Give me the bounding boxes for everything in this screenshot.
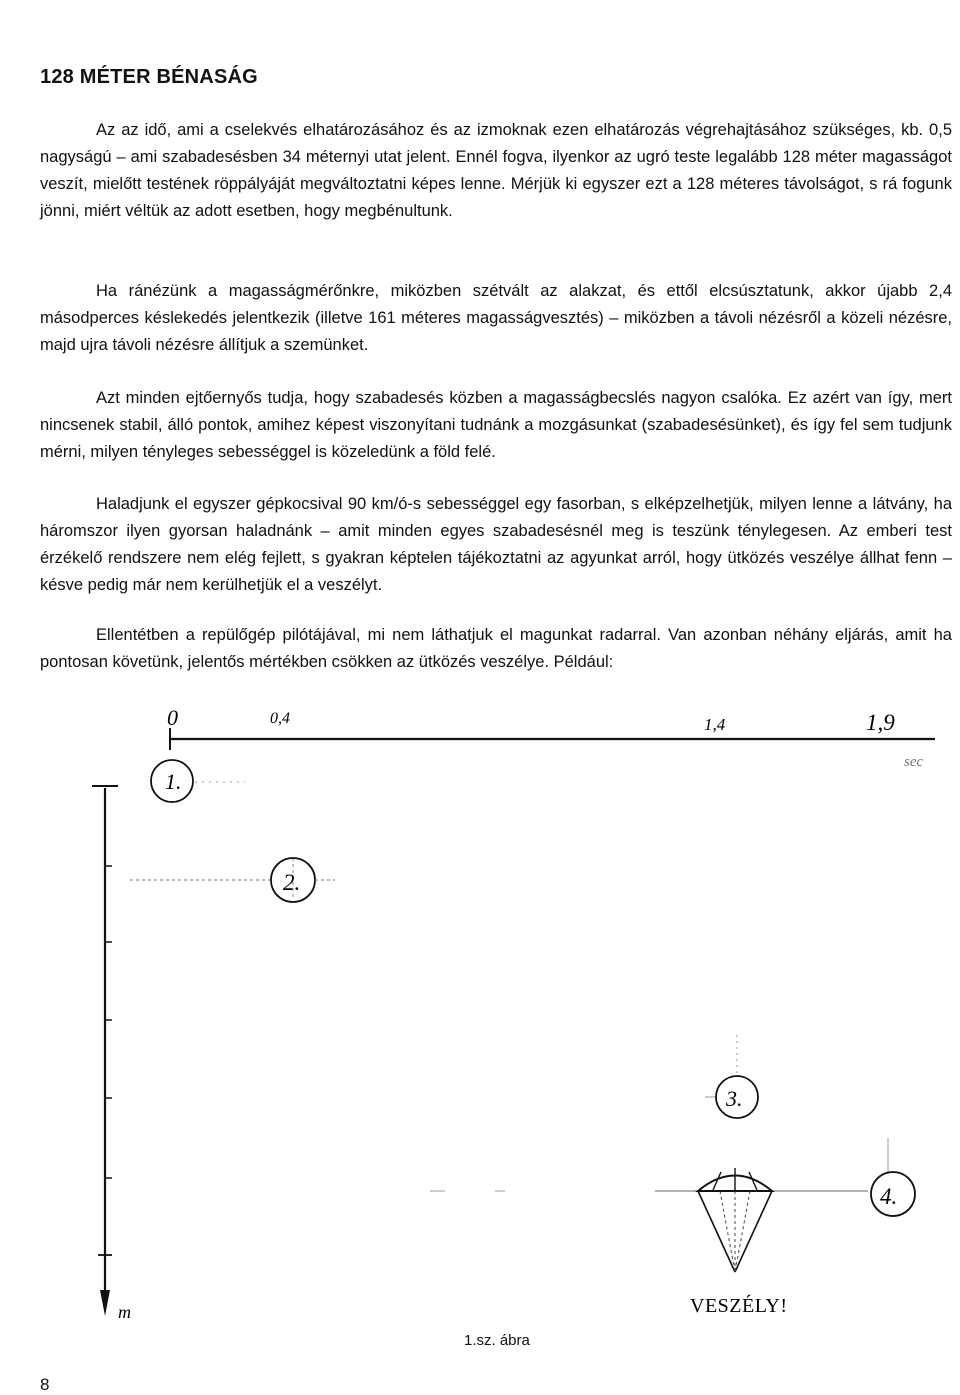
paragraph-1: Az az idő, ami a cselekvés elhatározásához és az izmoknak ezen elhatározás végrehajtásához szükséges, kb. 0,5 nagyságú – ami szabadesésben 34 méternyi utat jelent. Ennél fogva, ilyenkor az ugró teste legalább 128 méter magasságot veszít, mielőtt testének röppályáját megváltoztatni képes lenne. Mérjük ki egyszer ezt a 128 méteres távolságot, s rá fogunk jönni, miért véltük az adott esetben, hogy megbénultunk. xyxy=(40,121,952,220)
paragraph-3: Azt minden ejtőernyős tudja, hogy szabadesés közben a magasságbecslés nagyon csalóka. Ez azért van így, mert nincsenek stabil, álló pontok, amihez képest viszonyítani tudnánk a mozgásunkat (szabadesésünket), és így fel sem tudjunk mérni, milyen tényleges sebességgel is közeledünk a föld felé. xyxy=(40,389,952,461)
marker-1-label: 1. xyxy=(165,769,182,794)
height-unit-label: m xyxy=(118,1302,131,1322)
marker-3-label: 3. xyxy=(726,1086,743,1111)
time-unit-label: sec xyxy=(904,754,924,770)
page-number: 8 xyxy=(40,1375,50,1394)
paragraph-4: Haladjunk el egyszer gépkocsival 90 km/ó-s sebességgel egy fasorban, s elképzelhetjük, milyen lenne a látvány, ha háromszor ilyen gyorsan haladnánk – amit minden egyes szabadesésnél meg is teszünk ténylegesen. Az emberi test érzékelő rendszere nem elég fejlett, s gyakran képtelen tájékoztatni az agyunkat arról, hogy ütközés veszélye állhat fenn – késve pedig már nem kerülhetjük el a veszélyt. xyxy=(40,495,952,594)
paragraph-2: Ha ránézünk a magasságmérőnkre, miközben szétvált az alakzat, és ettől elcsúsztatunk, akkor újabb 2,4 másodperces késlekedés jelentkezik (illetve 161 méteres magasságvesztés) – miközben a távoli nézésről a közeli nézésre, majd ujra távoli nézésre állítjuk a szemünket. xyxy=(40,282,952,354)
parachute-drawing xyxy=(430,1168,868,1272)
page-heading: 128 MÉTER BÉNASÁG xyxy=(40,66,258,88)
height-axis-arrow xyxy=(100,1290,110,1316)
time-label-1-9: 1,9 xyxy=(866,710,895,735)
figure-caption: 1.sz. ábra xyxy=(464,1332,530,1349)
marker-2-label: 2. xyxy=(283,870,301,895)
time-label-0: 0 xyxy=(167,705,178,730)
altitude-time-diagram xyxy=(0,690,960,1350)
time-label-0-4: 0,4 xyxy=(270,710,290,727)
marker-4-label: 4. xyxy=(880,1184,898,1209)
paragraph-5: Ellentétben a repülőgép pilótájával, mi nem láthatjuk el magunkat radarral. Van azonban néhány eljárás, amit ha pontosan követünk, jelentős mértékben csökken az ütközés veszélye. Például: xyxy=(40,626,952,671)
warning-text: VESZÉLY! xyxy=(690,1295,788,1317)
time-label-1-4: 1,4 xyxy=(704,715,726,734)
